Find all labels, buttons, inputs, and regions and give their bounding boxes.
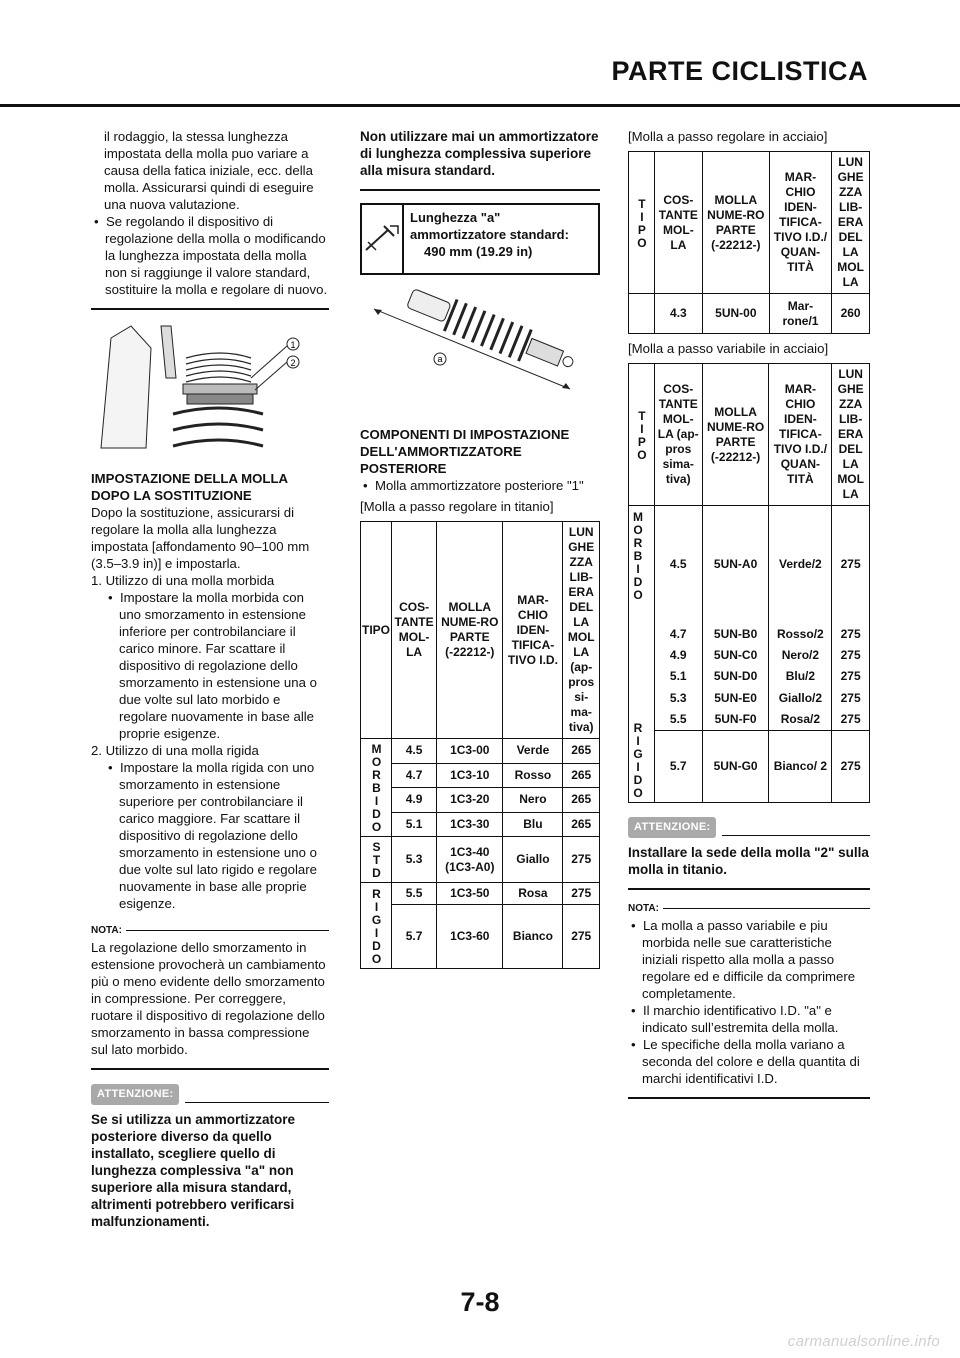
column-middle bbox=[360, 128, 600, 969]
page-header-title: PARTE CICLISTICA bbox=[611, 56, 868, 86]
note-item: • Le specifiche della molla variano a seconda del colore e della quantita di marchi identificativi I.D. bbox=[631, 1037, 860, 1086]
header-cell: TIPO bbox=[629, 152, 655, 294]
table-row: 5.1 5UN-D0 Blu/2 275 bbox=[629, 666, 870, 687]
header-cell: MOLLA NUME-RO PARTE (-22212-) bbox=[437, 522, 503, 739]
type-cell: MORBIDO RIGIDO bbox=[629, 506, 655, 803]
spec-value: 490 mm (19.29 in) bbox=[424, 244, 533, 259]
shock-absorber-figure bbox=[360, 289, 600, 418]
header-cell: MAR-CHIO IDEN-TIFICA-TIVO I.D./ QUAN-TITÀ bbox=[769, 364, 832, 506]
table-row: 4.7 5UN-B0 Rosso/2 275 bbox=[629, 624, 870, 645]
table-header-row bbox=[629, 152, 870, 294]
divider bbox=[91, 1068, 329, 1070]
header-cell: MOLLA NUME-RO PARTE (-22212-) bbox=[702, 364, 769, 506]
table-row: 4.9 5UN-C0 Nero/2 275 bbox=[629, 645, 870, 666]
steel-progressive-spring-table bbox=[628, 363, 870, 803]
attention-text: Installare la sede della molla "2" sulla molla in titanio. bbox=[628, 845, 869, 877]
sub-bullet-2: • Impostare la molla rigida con uno smorzamento in estensione superiore per controbilanciare il carico maggiore. Far scattare il dispositivo di regolazione dello smorzamento in estensione uno o due volte sul lato rigido e regolare nuovamente in base alle proprie esigenze. bbox=[108, 760, 317, 911]
section-heading: IMPOSTAZIONE DELLA MOLLA DOPO LA SOSTITUZIONE bbox=[91, 471, 288, 503]
table-row: RIGIDO 5.5 1C3-50 Rosa 275 bbox=[361, 883, 600, 905]
warning-text: Non utilizzare mai un ammortizzatore di lunghezza complessiva superiore alla misura standard. bbox=[360, 129, 599, 178]
divider bbox=[91, 308, 329, 310]
header-cell: LUN GHE ZZA LIB-ERA DEL LA MOL LA bbox=[832, 152, 870, 294]
header-cell: LUN GHE ZZA LIB-ERA DEL LA MOL LA bbox=[832, 364, 870, 506]
table2-title: [Molla a passo variabile in acciaio] bbox=[628, 341, 829, 356]
table-row: 4.9 1C3-20 Nero 265 bbox=[361, 788, 600, 813]
fig-label-a: a bbox=[437, 354, 443, 364]
table1-title: [Molla a passo regolare in acciaio] bbox=[628, 129, 828, 144]
table-row: MORBIDO RIGIDO 4.5 5UN-A0 Verde/2 275 bbox=[629, 506, 870, 624]
nota-label: NOTA: bbox=[91, 922, 329, 939]
table-header-row bbox=[361, 522, 600, 739]
header-cell: COS-TANTE MOL-LA (ap-pros sima-tiva) bbox=[654, 364, 702, 506]
sub-bullet-1: • Impostare la molla morbida con uno smorzamento in estensione inferiore per controbilanciare il carico minore. Far scattare il dispositivo di regolazione dello smorzamento in estensione una o due volte sul lato morbido e regolare nuovamente in base alle proprie esigenze. bbox=[108, 590, 317, 741]
header-cell: MOLLA NUME-RO PARTE (-22212-) bbox=[702, 152, 769, 294]
type-cell: MORBIDO bbox=[361, 739, 392, 837]
note-item: • La molla a passo variabile e piu morbida nelle sue caratteristiche iniziali rispetto alla molla a passo regolare ed e difficile da comprimere completamente. bbox=[631, 918, 856, 1001]
column-left bbox=[91, 128, 329, 1230]
column-right bbox=[628, 128, 870, 1107]
table-header-row bbox=[629, 364, 870, 506]
numbered-item-2: 2. Utilizzo di una molla rigida bbox=[91, 743, 259, 758]
wrench-icon bbox=[362, 205, 404, 273]
header-cell: TIPO bbox=[629, 364, 655, 506]
table-row: MORBIDO 4.5 1C3-00 Verde 265 bbox=[361, 739, 600, 764]
spring-seat-figure bbox=[91, 318, 329, 462]
fig-label-2: 2 bbox=[290, 358, 296, 368]
bullet-spring-adjust: • Se regolando il dispositivo di regolazione della molla o modificando la lunghezza impostata della molla non si raggiunge il valore standard, sostituire la molla e regolare di nuovo. bbox=[94, 214, 328, 297]
table-title: [Molla a passo regolare in titanio] bbox=[360, 499, 554, 514]
divider bbox=[628, 1097, 870, 1099]
spec-text bbox=[404, 205, 598, 273]
type-cell: RIGIDO bbox=[361, 883, 392, 969]
table-row: 4.7 1C3-10 Rosso 265 bbox=[361, 763, 600, 788]
paragraph: Dopo la sostituzione, assicurarsi di regolare la molla alla lunghezza impostata [affondamento 90–100 mm (3.5–3.9 in)] e impostarla. bbox=[91, 505, 310, 571]
numbered-item-1: 1. Utilizzo di una molla morbida bbox=[91, 573, 275, 588]
spec-box bbox=[360, 203, 600, 275]
header-cell: COS-TANTE MOL-LA bbox=[392, 522, 437, 739]
header-cell: MAR-CHIO IDEN-TIFICA-TIVO I.D./ QUAN-TITÀ bbox=[769, 152, 831, 294]
watermark: carmanualsonline.info bbox=[787, 1333, 940, 1350]
section-heading: COMPONENTI DI IMPOSTAZIONE DELL'AMMORTIZZATORE POSTERIORE bbox=[360, 427, 570, 476]
attention-text: Se si utilizza un ammortizzatore posteriore diverso da quello installato, scegliere quello di lunghezza complessiva "a" non superiore alla misura standard, altrimenti potrebbero verificarsi malfunzionamenti. bbox=[91, 1112, 296, 1229]
steel-regular-spring-table bbox=[628, 151, 870, 334]
attention-label: ATTENZIONE: bbox=[91, 1084, 329, 1105]
header-cell: TIPO bbox=[361, 522, 392, 739]
header-cell: COS-TANTE MOL-LA bbox=[654, 152, 702, 294]
spec-title: Lunghezza "a" ammortizzatore standard: bbox=[410, 210, 569, 242]
divider bbox=[360, 189, 600, 191]
header-rule bbox=[0, 104, 960, 107]
table-row: 5.7 5UN-G0 Bianco/ 2 275 bbox=[629, 731, 870, 803]
table-row: 5.7 1C3-60 Bianco 275 bbox=[361, 905, 600, 969]
type-cell: STD bbox=[361, 837, 392, 883]
table-row: 4.3 5UN-00 Mar-rone/1 260 bbox=[629, 294, 870, 334]
note-item: • Il marchio identificativo I.D. "a" e indicato sull’estremita della molla. bbox=[631, 1003, 839, 1035]
intro-continuation: il rodaggio, la stessa lunghezza impostata della molla puo variare a causa della fatica iniziale, ecc. della molla. Assicurarsi quindi di eseguire una nuova valutazione. bbox=[104, 129, 314, 212]
page-number: 7-8 bbox=[460, 1287, 500, 1317]
attention-label: ATTENZIONE: bbox=[628, 817, 870, 838]
table-row: 5.3 5UN-E0 Giallo/2 275 bbox=[629, 687, 870, 708]
table-row: 5.5 5UN-F0 Rosa/2 275 bbox=[629, 709, 870, 731]
nota-text: La regolazione dello smorzamento in estensione provocherà un cambiamento più o meno evidente dello smorzamento in compressione. Per correggere, ruotare il dispositivo di regolazione dello smorzamento in bassa compressione sul lato morbido. bbox=[91, 940, 326, 1057]
header-cell: LUN GHE ZZA LIB-ERA DEL LA MOL LA (ap-pros si-ma-tiva) bbox=[563, 522, 600, 739]
table-row: 5.1 1C3-30 Blu 265 bbox=[361, 812, 600, 837]
table-row: STD 5.3 1C3-40 (1C3-A0) Giallo 275 bbox=[361, 837, 600, 883]
divider bbox=[628, 888, 870, 890]
bullet-rear-spring: • Molla ammortizzatore posteriore "1" bbox=[363, 478, 584, 493]
titanium-spring-table bbox=[360, 521, 600, 969]
nota-label: NOTA: bbox=[628, 900, 870, 917]
header-cell: MAR-CHIO IDEN-TIFICA-TIVO I.D. bbox=[503, 522, 563, 739]
fig-label-1: 1 bbox=[290, 340, 296, 350]
